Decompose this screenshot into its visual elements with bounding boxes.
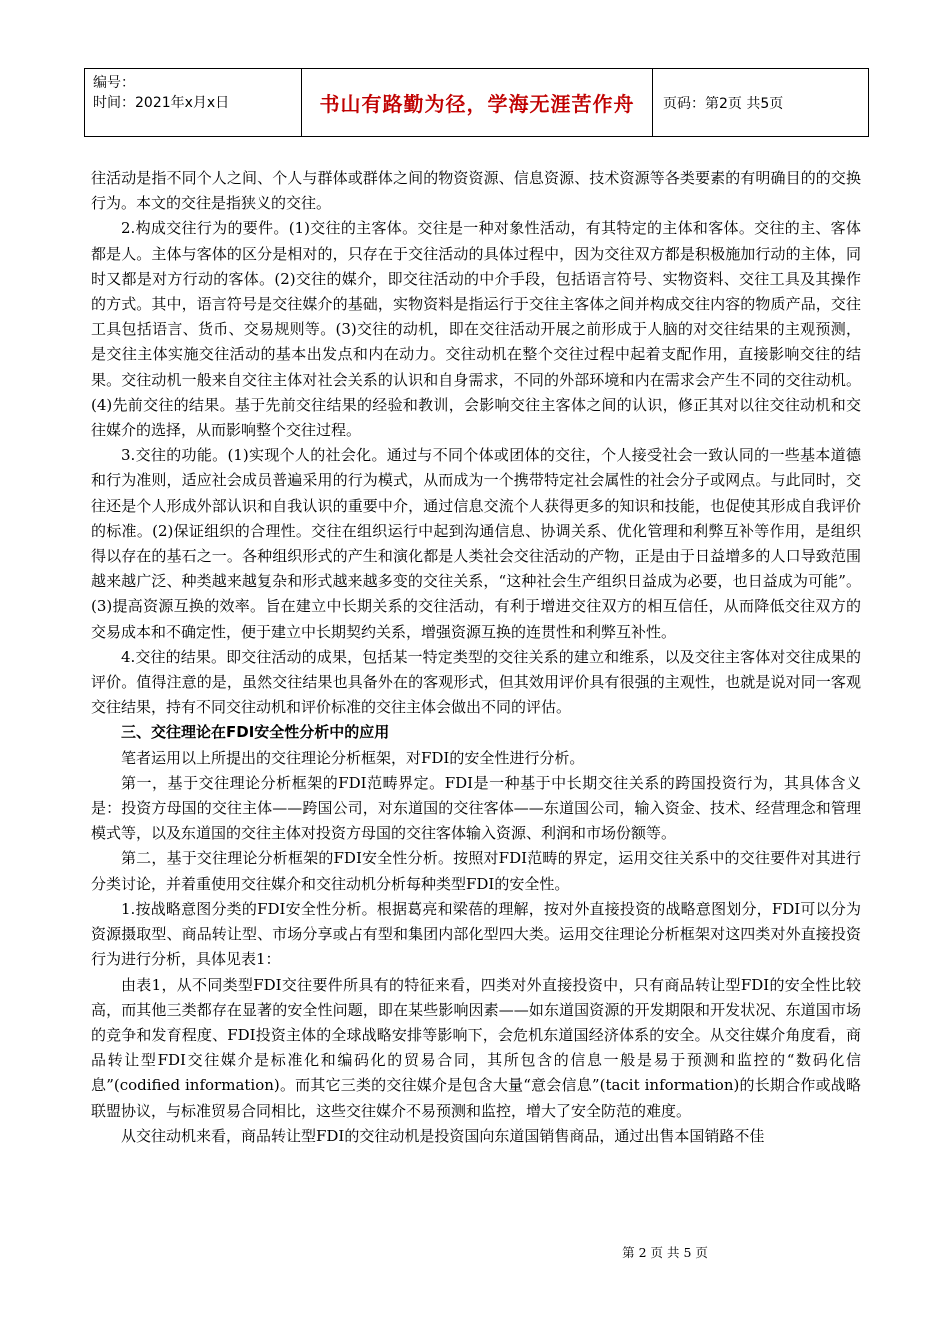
paragraph: 4.交往的结果。即交往活动的成果，包括某一特定类型的交往关系的建立和维系，以及交往主客体对交往成果的评价。值得注意的是，虽然交往结果也具备外在的客观形式，但其效用评价具有很强的主观性，也就是说对同一客观交往结果，持有不同交往动机和评价标准的交往主体会做出不同的评估。 — [91, 647, 861, 717]
paragraph: 第二，基于交往理论分析框架的FDI安全性分析。按照对FDI范畴的界定，运用交往关系中的交往要件对其进行分类讨论，并着重使用交往媒介和交往动机分析每种类型FDI的安全性。 — [91, 849, 861, 893]
footer-page-number: 第 2 页 共 5 页 — [622, 1245, 708, 1260]
paragraph: 往活动是指不同个人之间、个人与群体或群体之间的物资资源、信息资源、技术资源等各类要素的有明确目的的交换行为。本文的交往是指狭义的交往。 — [91, 169, 861, 213]
header-page-info: 页码：第2页 共5页 — [663, 95, 784, 112]
header-motto: 书山有路勤为径，学海无涯苦作舟 — [302, 69, 653, 136]
document-body — [91, 166, 861, 1149]
paragraph: 由表1，从不同类型FDI交往要件所具有的特征来看，四类对外直接投资中，只有商品转让型FDI的安全性比较高，而其他三类都存在显著的安全性问题，即在某些影响因素——如东道国资源的开发期限和开发状况、东道国市场的竞争和发育程度、FDI投资主体的全球战略安排等影响下，会危机东道国经济体系的安全。从交往媒介角度看，商品转让型FDI交往媒介是标准化和编码化的贸易合同，其所包含的信息一般是易于预测和监控的“数码化信息”(codified information)。而其它三类的交往媒介是包含大量“意会信息”(tacit information)的长期合作或战略联盟协议，与标准贸易合同相比，这些交往媒介不易预测和监控，增大了安全防范的难度。 — [91, 975, 861, 1120]
header-meta — [85, 69, 302, 136]
paragraph: 2.构成交往行为的要件。(1)交往的主客体。交往是一种对象性活动，有其特定的主体和客体。交往的主、客体都是人。主体与客体的区分是相对的，只存在于交往活动的具体过程中，因为交往双方都是积极施加行动的主体，同时又都是对方行动的客体。(2)交往的媒介，即交往活动的中介手段，包括语言符号、实物资料、交往工具及其操作的方式。其中，语言符号是交往媒介的基础，实物资料是指运行于交往主客体之间并构成交往内容的物质产品，交往工具包括语言、货币、交易规则等。(3)交往的动机，即在交往活动开展之前形成于人脑的对交往结果的主观预测，是交往主体实施交往活动的基本出发点和内在动力。交往动机在整个交往过程中起着支配作用，直接影响交往的结果。交往动机一般来自交往主体对社会关系的认识和自身需求，不同的外部环境和内在需求会产生不同的交往动机。(4)先前交往的结果。基于先前交往结果的经验和教训，会影响交往主客体之间的认识，修正其对以往交往动机和交往媒介的选择，从而影响整个交往过程。 — [91, 219, 861, 440]
paragraph: 3.交往的功能。(1)实现个人的社会化。通过与不同个体或团体的交往，个人接受社会一致认同的一些基本道德和行为准则，适应社会成员普遍采用的行为模式，从而成为一个携带特定社会属性的社会分子或网点。与此同时，交往还是个人形成外部认识和自我认识的重要中介，通过信息交流个人获得更多的知识和技能，也促使其形成自我评价的标准。(2)保证组织的合理性。交往在组织运行中起到沟通信息、协调关系、优化管理和利弊互补等作用，是组织得以存在的基石之一。各种组织形式的产生和演化都是人类社会交往活动的产物，正是由于日益增多的人口导致范围越来越广泛、种类越来越复杂和形式越来越多变的交往关系，“这种社会生产组织日益成为必要，也日益成为可能”。(3)提高资源互换的效率。旨在建立中长期关系的交往活动，有利于增进交往双方的相互信任，从而降低交往双方的交易成本和不确定性，便于建立中长期契约关系，增强资源互换的连贯性和利弊互补性。 — [91, 446, 861, 641]
paragraph: 笔者运用以上所提出的交往理论分析框架，对FDI的安全性进行分析。 — [121, 748, 585, 767]
document-number: 编号： — [93, 75, 135, 91]
paragraph: 第一，基于交往理论分析框架的FDI范畴界定。FDI是一种基于中长期交往关系的跨国投资行为，其具体含义是：投资方母国的交往主体——跨国公司，对东道国的交往客体——东道国公司，输入资金、技术、经营理念和管理模式等，以及东道国的交往主体对投资方母国的交往客体输入资源、利润和市场份额等。 — [91, 773, 861, 843]
document-date: 时间：2021年x月x日 — [93, 95, 230, 111]
section-heading: 三、交往理论在FDI安全性分析中的应用 — [121, 723, 390, 742]
paragraph: 1.按战略意图分类的FDI安全性分析。根据葛亮和梁蓓的理解，按对外直接投资的战略意图划分，FDI可以分为资源摄取型、商品转让型、市场分享或占有型和集团内部化型四大类。运用交往理论分析框架对这四类对外直接投资行为进行分析，具体见表1： — [91, 899, 861, 969]
page-footer — [0, 1243, 950, 1261]
paragraph: 从交往动机来看，商品转让型FDI的交往动机是投资国向东道国销售商品，通过出售本国销路不佳 — [121, 1126, 765, 1145]
page-header — [84, 68, 869, 137]
